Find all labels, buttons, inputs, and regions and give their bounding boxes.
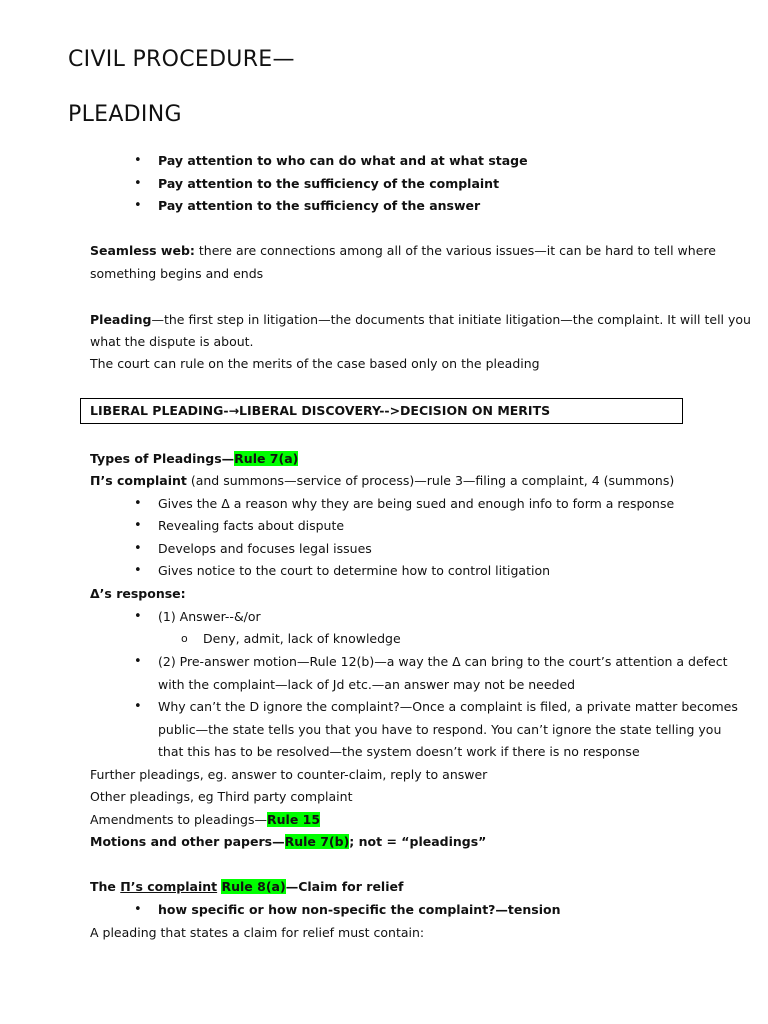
bullet-icon: • [134, 699, 142, 714]
bullet-icon: • [134, 518, 142, 533]
complaint-bullet-3: Develops and focuses legal issues [158, 541, 372, 556]
pleading-paragraph: Pleading—the first step in litigation—the documents that initiate litigation—the complaint. It will tell you [90, 312, 751, 327]
motions-line: Motions and other papers—Rule 7(b); not = “pleadings” [90, 834, 487, 849]
response-bullet-1: (1) Answer--&/or [158, 609, 261, 624]
response-sub-bullet-1: Deny, admit, lack of knowledge [203, 631, 401, 646]
amendments-line: Amendments to pleadings—Rule 15 [90, 812, 321, 827]
complaint-paragraph: Π’s complaint (and summons—service of process)—rule 3—filing a complaint, 4 (summons) [90, 473, 675, 488]
response-bullet-3-line-2: public—the state tells you that you have to respond. You can’t ignore the state telling you [158, 722, 722, 737]
further-pleadings-line: Further pleadings, eg. answer to counter-claim, reply to answer [90, 767, 488, 782]
complaint-label: Π’s complaint [90, 473, 187, 488]
claim-last-line: A pleading that states a claim for relief must contain: [90, 925, 425, 940]
pleading-line-2: what the dispute is about. [90, 334, 254, 349]
rule-7b-highlight: Rule 7(b) [284, 834, 350, 849]
liberal-pleading-text: LIBERAL PLEADING-→LIBERAL DISCOVERY-->DECISION ON MERITS [90, 403, 551, 418]
intro-bullet-1: Pay attention to who can do what and at what stage [158, 153, 528, 168]
pleading-line-3: The court can rule on the merits of the case based only on the pleading [90, 356, 540, 371]
types-of-pleadings-heading: Types of Pleadings—Rule 7(a) [90, 451, 299, 466]
bullet-icon: • [134, 563, 142, 578]
document-subtitle: PLEADING [68, 102, 182, 127]
complaint-bullet-4: Gives notice to the court to determine how to control litigation [158, 563, 551, 578]
intro-bullet-3: Pay attention to the sufficiency of the answer [158, 198, 481, 213]
complaint-bullet-1: Gives the Δ a reason why they are being sued and enough info to form a response [158, 496, 675, 511]
complaint-bullet-2: Revealing facts about dispute [158, 518, 345, 533]
liberal-pleading-box [80, 398, 683, 424]
bullet-icon: • [134, 609, 142, 624]
intro-bullet-2: Pay attention to the sufficiency of the complaint [158, 176, 500, 191]
rule-15-highlight: Rule 15 [267, 812, 321, 827]
seamless-web-paragraph: Seamless web: there are connections among all of the various issues—it can be hard to tell where [90, 243, 716, 258]
other-pleadings-line: Other pleadings, eg Third party complaint [90, 789, 353, 804]
rule-7a-highlight: Rule 7(a) [234, 451, 299, 466]
document-title: CIVIL PROCEDURE— [68, 47, 295, 72]
bullet-icon: • [134, 902, 142, 917]
bullet-icon: • [134, 496, 142, 511]
response-bullet-2-line-2: with the complaint—lack of Jd etc.—an answer may not be needed [158, 677, 576, 692]
response-bullet-3-line-3: that this has to be resolved—the system doesn’t work if there is no response [158, 744, 640, 759]
response-heading: Δ’s response: [90, 586, 186, 601]
seamless-web-label: Seamless web: [90, 243, 195, 258]
response-bullet-2-line-1: (2) Pre-answer motion—Rule 12(b)—a way the Δ can bring to the court’s attention a defect [158, 654, 728, 669]
pleading-label: Pleading [90, 312, 152, 327]
seamless-web-line-2: something begins and ends [90, 266, 264, 281]
bullet-icon: • [134, 153, 142, 168]
bullet-icon: • [134, 541, 142, 556]
response-bullet-3-line-1: Why can’t the D ignore the complaint?—Once a complaint is filed, a private matter becomes [158, 699, 738, 714]
bullet-icon: • [134, 198, 142, 213]
sub-bullet-icon: o [181, 632, 188, 645]
bullet-icon: • [134, 654, 142, 669]
bullet-icon: • [134, 176, 142, 191]
claim-bullet-1: how specific or how non-specific the complaint?—tension [158, 902, 561, 917]
claim-for-relief-heading: The Π’s complaint Rule 8(a)—Claim for relief [90, 879, 404, 894]
rule-8a-highlight: Rule 8(a) [221, 879, 286, 894]
